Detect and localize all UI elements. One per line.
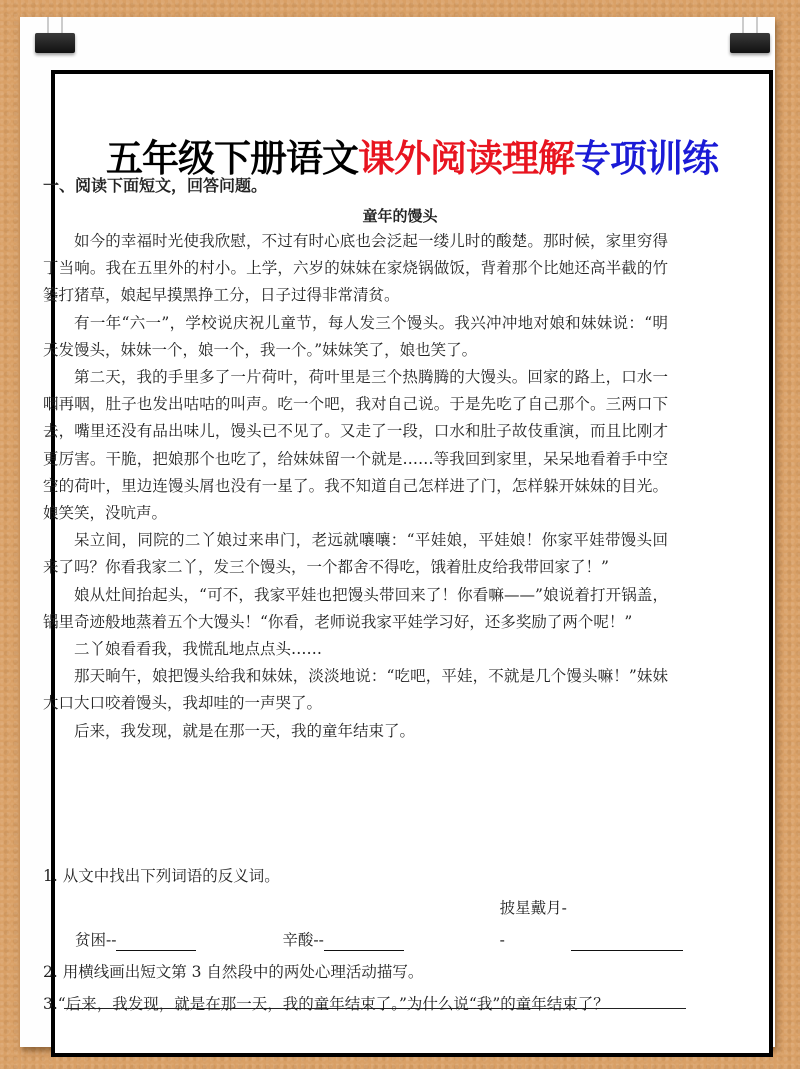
answer-blank[interactable] <box>571 929 684 951</box>
question-1: 1. 从文中找出下列词语的反义词。 <box>43 867 280 885</box>
title-part-training: 专项训练 <box>574 137 718 180</box>
passage-paragraph: 娘从灶间抬起头，“可不，我家平娃也把馒头带回来了！你看嘛——”娘说着打开锅盖，锅里奇迹般地蒸着五个大馒头！“你看，老师说我家平娃学习好，还多奖励了两个呢！” <box>43 585 668 631</box>
passage-paragraph: 后来，我发现，就是在那一天，我的童年结束了。 <box>74 721 416 740</box>
passage-paragraph: 那天晌午，娘把馒头给我和妹妹，淡淡地说：“吃吧，平娃，不就是几个馒头嘛！”妹妹大口大口咬着馒头，我却哇的一声哭了。 <box>43 667 668 713</box>
section-heading: 一、阅读下面短文，回答问题。 <box>43 176 268 195</box>
antonym-word: 贫困-- <box>75 931 117 949</box>
passage-paragraph: 呆立间，同院的二丫娘过来串门，老远就嚷嚷：“平娃娘，平娃娘！你家平娃带馒头回来了吗？你看我家二丫，发三个馒头，一个都舍不得吃，饿着肚皮给我带回家了！” <box>43 531 668 577</box>
title-part-grade: 五年级下册语文 <box>106 137 358 180</box>
antonym-word: 辛酸-- <box>282 931 324 949</box>
passage-paragraph: 二丫娘看看我，我慌乱地点点头…… <box>74 640 323 659</box>
antonym-item-poverty <box>75 892 282 956</box>
binder-clip-right-icon <box>730 17 770 53</box>
title-part-topic: 课外阅读理解 <box>358 137 574 180</box>
reading-passage <box>43 228 668 745</box>
passage-paragraph: 如今的幸福时光使我欣慰，不过有时心底也会泛起一缕儿时的酸楚。那时候，家里穷得丁当响。我在五里外的村小。上学，六岁的妹妹在家烧锅做饭，背着那个比她还高半截的竹篓打猪草，娘起早摸黑挣工分，日子过得非常清贫。 <box>43 232 668 305</box>
answer-blank[interactable] <box>116 929 196 951</box>
binder-clip-left-icon <box>35 17 75 53</box>
question-3: 3.“后来，我发现，就是在那一天，我的童年结束了。”为什么说“我”的童年结束了？ <box>43 995 609 1013</box>
antonym-blanks-row <box>43 892 683 956</box>
questions-section <box>43 860 683 1020</box>
question-2: 2. 用横线画出短文第 3 自然段中的两处心理活动描写。 <box>43 963 424 981</box>
passage-paragraph: 有一年“六一”，学校说庆祝儿童节，每人发三个馒头。我兴冲冲地对娘和妹妹说：“明天发馒头，妹妹一个，娘一个，我一个。”妹妹笑了，娘也笑了。 <box>43 313 668 359</box>
passage-paragraph: 第二天，我的手里多了一片荷叶，荷叶里是三个热腾腾的大馒头。回家的路上，口水一咽再咽，肚子也发出咕咕的叫声。吃一个吧，我对自己说。于是先吃了自己那个。三两口下去，嘴里还没有品出味儿，馒头已不见了。又走了一段，口水和肚子故伎重演，而且比刚才更厉害。干脆，把娘那个也吃了，给妹妹留一个就是……等我回到家里，呆呆地看着手中空空的荷叶，里边连馒头屑也没有一星了。我不知道自己怎样进了门，怎样躲开妹妹的目光。娘笑笑，没吭声。 <box>43 368 668 523</box>
story-title: 童年的馒头 <box>362 207 438 225</box>
antonym-item-bitterness <box>282 892 499 956</box>
antonym-item-starlight <box>500 892 683 956</box>
question-3-answer-line[interactable] <box>64 1008 686 1009</box>
answer-blank[interactable] <box>324 929 404 951</box>
antonym-word: 披星戴月-- <box>499 899 567 949</box>
